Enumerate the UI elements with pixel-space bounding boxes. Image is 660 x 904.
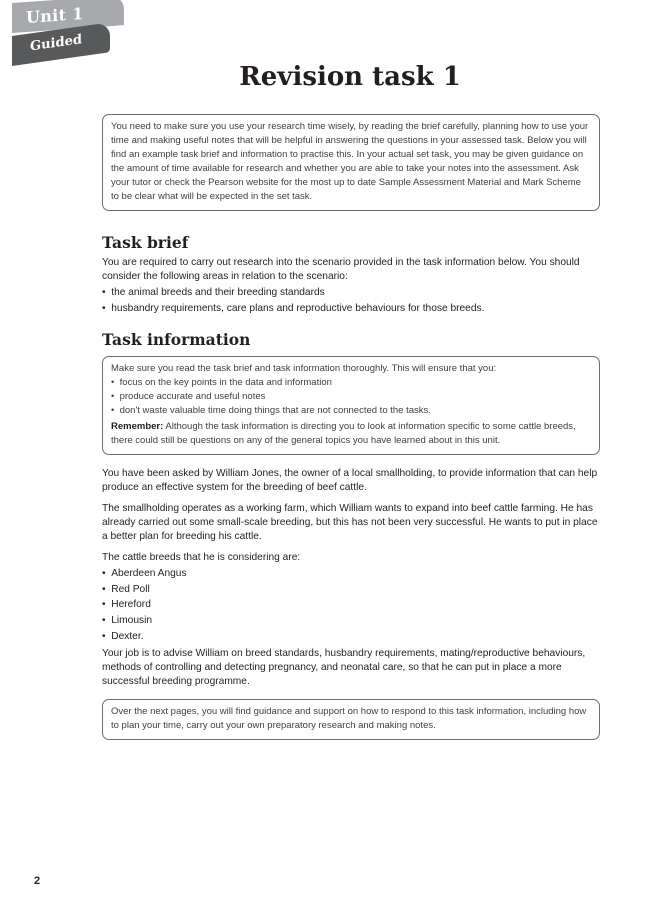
task-information-box: [102, 356, 600, 455]
paragraph-3: The cattle breeds that he is considering are:: [102, 552, 301, 564]
list-item: • husbandry requirements, care plans and reproductive behaviours for those breeds.: [102, 301, 600, 317]
breeds-list: [102, 566, 600, 644]
remember-note: [111, 420, 591, 448]
list-item: • Aberdeen Angus: [102, 566, 600, 582]
main-content: [102, 114, 600, 740]
list-item: • don't waste valuable time doing things that are not connected to the tasks.: [111, 404, 591, 418]
list-item: • Hereford: [102, 597, 600, 613]
intro-box-text: You need to make sure you use your research time wisely, by reading the brief carefully, planning how to use your time and making useful notes that will be helpful in answering the questions in your assessed task. Below you will find an example task brief and information to practise this. In your actual set task, you may be given guidance on the amount of time available for research and whether you are able to take your notes into the assessment. Ask your tutor or check the Pearson website for the most up to date Sample Assessment Material and Mark Scheme to be clear what will be expected in the set task.: [111, 121, 589, 202]
page-number: 2: [34, 875, 41, 887]
closing-box: [102, 699, 600, 740]
task-brief-heading: Task brief: [102, 233, 189, 252]
list-item: • produce accurate and useful notes: [111, 390, 591, 404]
list-item: • Dexter.: [102, 629, 600, 645]
paragraph-2: The smallholding operates as a working farm, which William wants to expand into beef cattle farming. He has already carried out some small-scale breeding, but this has not been very successful. He wants to put in place a better plan for breeding his cattle.: [102, 503, 598, 543]
task-information-heading: Task information: [102, 330, 251, 350]
paragraph-1: You have been asked by William Jones, the owner of a local smallholding, to provide information that can help produce an effective system for the breeding of beef cattle.: [102, 468, 598, 494]
list-item: • Red Poll: [102, 582, 600, 598]
page-title: Revision task 1: [239, 62, 461, 92]
list-item: • the animal breeds and their breeding standards: [102, 285, 600, 301]
intro-box: [102, 114, 600, 211]
task-brief-list: [102, 285, 600, 316]
guided-tab-label: Guided: [30, 32, 82, 55]
list-item: • Limousin: [102, 613, 600, 629]
remember-text: Although the task information is directing you to look at information specific to some cattle breeds, there could still be questions on any of the general topics you have learned about in this unit.: [111, 421, 576, 447]
remember-label: Remember:: [111, 421, 164, 433]
task-information-box-intro: Make sure you read the task brief and task information thoroughly. This will ensure that you:: [111, 363, 497, 375]
unit-tab-label: Unit 1: [26, 3, 84, 28]
paragraph-4: Your job is to advise William on breed standards, husbandry requirements, mating/reproductive behaviours, methods of controlling and detecting pregnancy, and neonatal care, so that he can put in place a more successful breeding programme.: [102, 648, 586, 688]
task-information-box-list: [111, 376, 591, 418]
task-brief-text: You are required to carry out research into the scenario provided in the task information below. You should consider the following areas in relation to the scenario:: [102, 257, 580, 282]
list-item: • focus on the key points in the data and information: [111, 376, 591, 390]
closing-box-text: Over the next pages, you will find guidance and support on how to respond to this task information, including how to plan your time, carry out your own preparatory research and making notes.: [111, 706, 587, 732]
